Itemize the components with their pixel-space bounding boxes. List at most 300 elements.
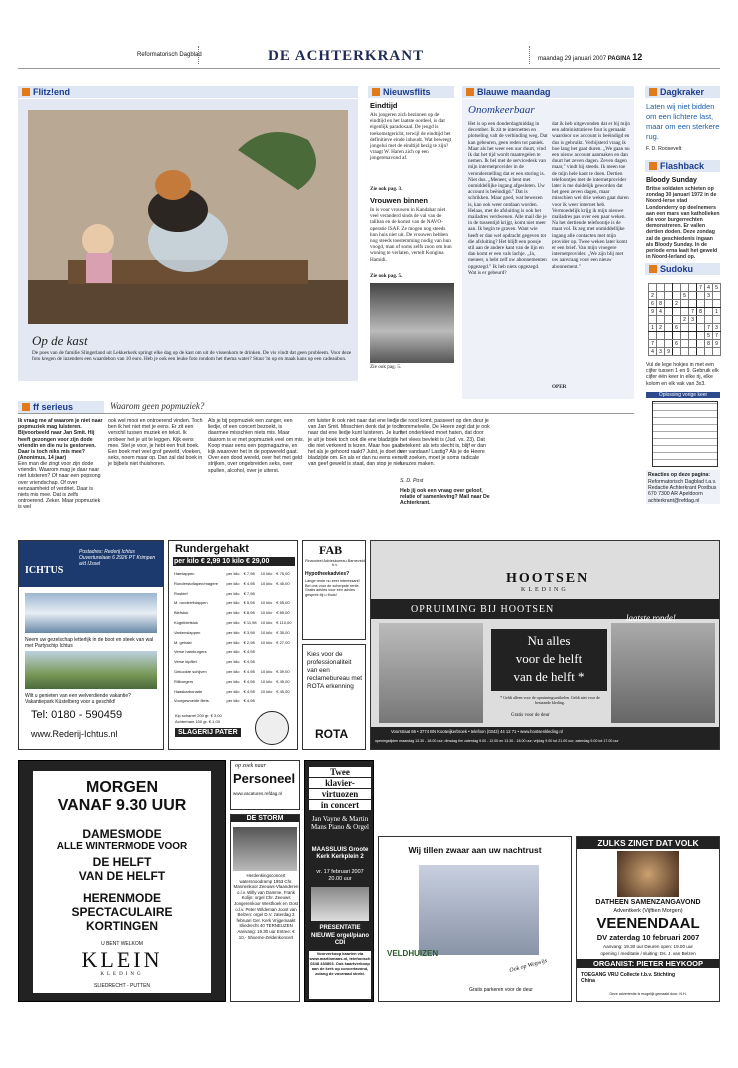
personeel-title: Personeel	[233, 771, 296, 786]
volk-event: DATHEEN SAMENZANGAVOND	[595, 899, 701, 906]
klein-line3: DAMESMODE	[82, 827, 162, 841]
sudoku-cell[interactable]	[713, 348, 721, 356]
meat-cell: M. runderriblappen	[174, 600, 208, 606]
meat-cell	[275, 647, 295, 657]
meat-cell: Verse hamburgers	[174, 649, 207, 655]
sudoku-cell[interactable]	[705, 308, 713, 316]
meat-cell	[275, 696, 295, 706]
meat-cell: 10 kilo	[260, 580, 273, 586]
meat-cell: € 7,98	[243, 571, 255, 576]
klavier-line1: Twee	[309, 767, 371, 777]
sudoku-cell[interactable]	[657, 340, 665, 348]
storm-ad[interactable]	[230, 814, 300, 1002]
meat-cell: per kilo	[226, 688, 240, 694]
sudoku-cell[interactable]	[697, 348, 705, 356]
ff-serieus-title: Waarom geen popmuziek?	[110, 401, 205, 411]
meat-cell	[260, 657, 275, 667]
klavier-line4: in concert	[309, 800, 371, 810]
rota-text: Kies voor de professionaliteit van een reclamebureau met ROTA erkenning	[307, 651, 363, 690]
fab-text: Lange rente nu zeer interessant! Bel ons voor de scherpste rente. Gratis advies voor een advies gesprek bij u thuis!	[305, 579, 360, 597]
flits-icon	[372, 88, 380, 96]
blauwe-maandag-header	[462, 86, 634, 98]
rundergehakt-title: Rundergehakt	[175, 543, 249, 555]
sudoku-cell[interactable]	[657, 292, 665, 300]
sudoku-grid[interactable]	[648, 283, 721, 356]
meat-cell: € 110,00	[276, 619, 292, 625]
sudoku-row	[649, 284, 721, 292]
sudoku-cell[interactable]	[681, 284, 689, 292]
sudoku-cell: 5	[713, 284, 721, 292]
volk-sales: TOEGANG VRIJ Collecte t.b.v. Stichting China	[581, 972, 675, 984]
sudoku-cell: 2	[657, 324, 665, 332]
meat-cell: per kilo	[226, 678, 240, 684]
meat-row	[173, 608, 295, 618]
sudoku-cell: 7	[713, 332, 721, 340]
masthead-divider-right	[529, 46, 530, 64]
sudoku-cell[interactable]	[713, 292, 721, 300]
klein-line9: KORTINGEN	[86, 919, 158, 933]
sudoku-cell[interactable]	[689, 292, 697, 300]
meat-cell: € 4,98	[243, 668, 255, 674]
hootsen-address: Voorstraat 66 • 3774 BN Kootwijkerbroek • telefoon (0342) 44 12 71 • www.hootsenkleding.nl	[391, 729, 563, 734]
sudoku-cell[interactable]	[673, 292, 681, 300]
ichtus-phone[interactable]: Tel: 0180 - 590459	[31, 709, 123, 721]
sudoku-cell[interactable]	[657, 284, 665, 292]
sudoku-cell[interactable]	[665, 300, 673, 308]
sudoku-cell[interactable]	[665, 332, 673, 340]
flitz-icon	[22, 88, 30, 96]
sudoku-cell: 9	[649, 308, 657, 316]
sudoku-cell: 7	[689, 308, 697, 316]
sudoku-cell: 8	[657, 300, 665, 308]
sudoku-cell[interactable]	[681, 348, 689, 356]
sudoku-row	[649, 308, 721, 316]
hootsen-models-photo-right	[611, 623, 715, 723]
klavier-ad[interactable]	[304, 760, 374, 1002]
blauwe-maandag-col2: dat ik heb uitgevonden dat er bij mijn een administratieve fout is gemaakt waardoor uw account is beëindigd en dus is gebruikt. Verbijsterd vraag ik hoe lang het gaat duren. „We gaan nu een nieuw account aanmaken en dan duurt het zeven dagen. Zeven dagen maar," vindt hij steeds. Ik meen toe de mijn hele kant te doen. Dertien telefoontjes met de internetprovider later is me duidelijk geworden dat het geen zeven dagen, maar misschien wel drie weken gaat duren voor ik weer internet heb. Vermoedelijk krijg ik mijn nieuwe mailadres pas over een paar weken. Na het dertiende telefoontje is de maat vol. Ik zeg met onmiddellijke ingang alle contacten met mijn provider op. Twee weken later komt er een brief. Van mijn vroegere internetprovider. „We zijn blij met uw aanvraag voor een nieuw abonnement."	[552, 121, 630, 270]
sudoku-cell: 4	[705, 284, 713, 292]
fab-title: Hypotheekadvies?	[305, 571, 350, 577]
ichtus-ad[interactable]	[18, 540, 164, 750]
flitzend-caption-text: De poes van de familie Slingerland uit Lekkerkerk springt elke dag op de kast om uit de vissenkom te drinken. De vis vindt dat geen probleem. Voor deze foto kregen de inzenders een waardebon van 10 euro. Heb je ook een leuke foto rondom het thema water? Stuur 'm op en maak kans op een cadeaubon.	[32, 350, 352, 363]
sudoku-cell[interactable]	[689, 284, 697, 292]
sudoku-cell[interactable]	[697, 292, 705, 300]
meat-cell: 10 kilo	[260, 639, 273, 645]
volk-portrait	[617, 851, 679, 897]
meat-cell: per kilo	[226, 668, 240, 674]
meat-cell: € 45,00	[276, 678, 290, 684]
sudoku-row	[649, 316, 721, 324]
meat-row	[173, 579, 295, 589]
sudoku-row	[649, 324, 721, 332]
storm-concert-text: Herdenkingsconcert watersnoodramp 1953 Chr. Mannenkoor Zeeuws-Vlaanderen o.l.v. Willy van Damme, Frank Kolijn: orgel Chr. Zeeuws Jongerenkoor Westhoek en Oost o.l.v. Peter Wildeman Joost van Belzen: orgel D.V. zaterdag 3 februari Ger. Kerk Vrijgemaakt Sliedrecht 40 TERNEUZEN Aanvang: 19.30 uur Entree: € 10,- Shoeme-Zeldenkoncert	[233, 873, 299, 940]
nieuwsflits-item2-ref: Zie ook pag. 5.	[370, 273, 403, 279]
klein-line4: ALLE WINTERMODE VOOR	[56, 841, 188, 852]
sudoku-cell: 4	[657, 308, 665, 316]
sudoku-cell[interactable]	[673, 284, 681, 292]
hootsen-offer-line2: voor de helft	[515, 651, 583, 666]
meat-row	[173, 657, 295, 667]
flashback-label: Flashback	[660, 161, 705, 171]
meat-row	[173, 628, 295, 638]
sudoku-cell[interactable]	[681, 332, 689, 340]
personeel-tag: op zoek naar	[235, 763, 266, 769]
sudoku-cell[interactable]	[689, 332, 697, 340]
meat-cell: per kilo	[226, 619, 240, 625]
sudoku-cell[interactable]	[681, 308, 689, 316]
cat-fishbowl-photo	[28, 110, 348, 324]
nieuwsflits-item1-text: Als jongeren zich bezinnen op de eindtijd en het laatste oordeel, is dat eigenlijk paradoxaal. De jeugd is toekomstgericht, terwijl de eindtijd het definitieve einde inhoudt. Wat beweegt jongelui met de eindtijd bezig te zijn? vraagt W. Haren zich op een jongerenavond af.	[370, 112, 452, 162]
meat-row	[173, 687, 295, 697]
meat-cell: Hamlappen	[174, 571, 195, 576]
sudoku-cell: 2	[681, 316, 689, 324]
sudoku-cell: 1	[713, 308, 721, 316]
issue-date	[538, 52, 642, 62]
masthead-divider-left	[198, 46, 199, 64]
sudoku-cell[interactable]	[705, 300, 713, 308]
sudoku-cell: 3	[713, 324, 721, 332]
klavier-pres: PRESENTATIE NIEUWE orgel/piano CDI	[310, 925, 369, 946]
volk-footer: Deze advertentie is mogelijk gemaakt door: N.H.	[609, 992, 687, 996]
serieus-icon	[22, 403, 30, 411]
sudoku-cell[interactable]	[705, 348, 713, 356]
sudoku-cell[interactable]	[657, 316, 665, 324]
meat-cell: 10 kilo	[260, 688, 273, 694]
meat-price-table	[173, 569, 295, 706]
meat-cell: per kilo	[226, 610, 240, 616]
sudoku-cell: 7	[705, 324, 713, 332]
sudoku-cell[interactable]	[681, 324, 689, 332]
sudoku-cell[interactable]	[681, 340, 689, 348]
sudoku-cell[interactable]	[697, 300, 705, 308]
veldhuizen-tagline: Ook op Wegwijs	[508, 958, 548, 974]
sudoku-cell[interactable]	[657, 332, 665, 340]
meat-cell: 10 kilo	[260, 571, 273, 576]
sudoku-cell: 5	[681, 292, 689, 300]
meat-cell: € 27,00	[276, 639, 290, 645]
sudoku-cell: 1	[649, 324, 657, 332]
meat-cell: Rillburgers	[174, 678, 194, 684]
klein-towns: SLIEDRECHT - PUTTEN	[93, 983, 151, 989]
pater-logo-icon	[255, 711, 289, 745]
meat-cell: € 35,00	[276, 629, 290, 635]
meat-cell: Voorgewoelde filets	[174, 698, 209, 704]
storm-photo	[233, 827, 297, 871]
hootsen-models-photo	[379, 623, 483, 723]
sudoku-row	[649, 348, 721, 356]
sudoku-cell[interactable]	[697, 340, 705, 348]
meat-row	[173, 677, 295, 687]
masthead-rule	[18, 68, 720, 69]
volk-open: Aanvang: 19.30 uur Deuren open: 19.00 uur	[603, 944, 693, 949]
meat-cell: per kilo	[226, 698, 240, 704]
flashback-header	[645, 160, 720, 172]
klavier-line2: klavier-	[309, 778, 371, 788]
paper-name: Reformatorisch Dagblad	[137, 52, 202, 58]
meat-cell: € 5,98	[243, 600, 255, 606]
veldhuizen-parking: Gratis parkeren voor de deur	[469, 987, 533, 993]
sudoku-cell[interactable]	[673, 332, 681, 340]
volk-date: DV zaterdag 10 februari 2007	[596, 933, 700, 942]
meat-row	[173, 598, 295, 608]
ff-serieus-signature: S. D. Post	[400, 478, 424, 484]
sudoku-cell[interactable]	[689, 340, 697, 348]
hootsen-fine: * Geldt alleen voor de opruimingsartikelen. Geldt niet voor de bestaande kleding.	[500, 695, 600, 705]
sudoku-cell[interactable]	[697, 332, 705, 340]
page-title: DE ACHTERKRANT	[268, 48, 425, 64]
sudoku-cell[interactable]	[713, 300, 721, 308]
slagerij-name: SLAGERIJ PATER	[175, 728, 241, 737]
meat-cell: M. gehakt	[174, 639, 192, 645]
klein-line8: SPECTACULAIRE	[71, 905, 173, 919]
meat-cell: Runderstoflapen/magere	[174, 580, 219, 586]
meat-cell: 10 kilo	[260, 600, 273, 606]
hootsen-hours: openingstijden maandag 13.30 - 18.00 uur; dinsdag t/m zaterdag 9.00 - 12.00 en 13.30 - 18.00 uur; vrijdag 9.00 tot 21.00 uur; zaterdag 9.00 tot 17.00 uur	[375, 739, 619, 743]
ff-serieus-col5: die rood komt, passeert op den deur je trommelvelle. De Heere zegt dat je ook het onderkleed moet haten, dat door het vlees bevlekt is (Jud. vs. 23). Dat betekent: als iets slecht is, blijf er dan ver vandaan! Lastig? Als je de Heere wilt zoeken, moet je soms radicale keuzes maken.	[400, 418, 490, 468]
sudoku-cell[interactable]	[689, 348, 697, 356]
photo-illustration	[28, 110, 348, 324]
ichtus-address: Postadres: Rederij Ichtus Ouverturelaan 6 2926 PT Krimpen a/d IJssel	[79, 549, 156, 567]
rundergehakt-footer2: Achterham 100 gr. € 1,00	[175, 719, 220, 724]
hootsen-banner-sub: laatste ronde!	[626, 613, 676, 623]
meat-row	[173, 618, 295, 628]
ff-serieus-col4: om luister ik ook niet naar dat ene liedje van Jan Smit. Misschien denk dat je toch naar dat ene liedje kunt luisteren. Je kunt je uit je boek toch ook die ene bladzijde die niet verkeerd is lezen. Maar hoe gaat het als je gehoord raakt? Juist, je doet de bladzijde om. En als er dan nu eens een van geef geweld is staat, dan stop je niet.	[308, 418, 404, 468]
klein-line1: MORGEN	[86, 779, 158, 796]
sudoku-row	[649, 340, 721, 348]
sudoku-cell: 2	[649, 292, 657, 300]
sudoku-cell[interactable]	[649, 316, 657, 324]
sudoku-cell: 7	[697, 284, 705, 292]
sudoku-cell: 6	[673, 340, 681, 348]
sudoku-cell: 6	[673, 324, 681, 332]
news-photo-ref: Zie ook pag. 5.	[370, 364, 402, 370]
sudoku-cell: 3	[689, 316, 697, 324]
sudoku-cell: 8	[705, 340, 713, 348]
klavier-venue: MAASSLUIS Groote Kerk Kerkplein 2	[311, 847, 369, 860]
sudoku-cell[interactable]	[665, 308, 673, 316]
meat-cell: € 4,98	[243, 698, 255, 704]
dagkraker-quote: Laten wij niet bidden om een lichtere last, maar om een sterkere rug.	[646, 102, 720, 141]
blauwe-icon	[466, 88, 474, 96]
meat-cell: per kilo	[226, 590, 240, 596]
sudoku-cell[interactable]	[673, 316, 681, 324]
hootsen-brand-sub: KLEDING	[521, 587, 569, 593]
flashback-icon	[649, 162, 657, 170]
meat-row	[173, 667, 295, 677]
meat-cell: € 4,98	[243, 678, 255, 684]
veldhuizen-title: Wij tillen zwaar aan uw nachtrust	[408, 845, 542, 855]
volk-church: Adventkerk (Vijftien Morgen)	[613, 908, 683, 914]
meat-cell	[260, 647, 275, 657]
meat-cell: € 45,00	[276, 688, 290, 694]
meat-cell: € 4,98	[243, 688, 255, 694]
sudoku-cell[interactable]	[673, 308, 681, 316]
sudoku-cell: 6	[649, 300, 657, 308]
meat-row	[173, 696, 295, 706]
meat-cell: per kilo	[226, 639, 240, 645]
meat-cell	[275, 657, 295, 667]
reactions-title: Reacties op deze pagina:	[648, 472, 710, 478]
meat-cell: 10 kilo	[260, 629, 273, 635]
hootsen-offer-line1: Nu alles	[527, 633, 571, 648]
sudoku-label: Sudoku	[660, 264, 693, 274]
meat-cell: Verse kipfilet	[174, 659, 197, 665]
hootsen-brand: HOOTSEN	[506, 571, 590, 586]
sudoku-instructions: Vul de lege hokjes in met een cijfer tussen 1 en 9. Gebruik elk cijfer één keer in elke rij, elke kolom en elk vak van 3x3.	[646, 362, 719, 387]
sudoku-cell: 2	[673, 300, 681, 308]
meat-cell: per kilo	[226, 659, 240, 665]
volk-ad[interactable]	[576, 836, 720, 1002]
dagkraker-label: Dagkraker	[660, 87, 705, 97]
sudoku-solution-label: Oplossing vorige keer	[646, 392, 720, 398]
ff-serieus-question: Ik vraag me af waarom je niet naar popmuziek mag luisteren. Bijvoorbeeld naar Jan Smit. Hij heeft gezongen voor zijn dode vriendin en die nu is gestorven. Daar is toch niks mis mee? (Anonimus, 14 jaar)	[18, 418, 103, 462]
rundergehakt-ad[interactable]	[168, 540, 298, 750]
meat-cell: € 3,98	[243, 629, 255, 635]
flashback-text: Britse soldaten schieten op zondag 30 januari 1972 in de Noord-Ierse stad Londonderry op deelnemers aan een mars van katholieken die voor burgerrechten demonstreren. Er vallen dertien doden. Deze zondag zal de geschiedenis ingaan als Bloody Sunday. In de periode erna laait het geweld in Noord-Ierland op.	[646, 186, 720, 261]
klein-brand-sub: KLEDING	[100, 972, 144, 977]
sudoku-cell: 9	[713, 340, 721, 348]
meat-cell: € 4,98	[243, 580, 255, 586]
personeel-ad[interactable]	[230, 760, 300, 810]
sudoku-cell: 3	[705, 292, 713, 300]
fab-ad[interactable]	[302, 540, 366, 640]
meat-cell	[260, 696, 275, 706]
storm-title: DE STORM	[231, 815, 299, 822]
sudoku-cell[interactable]	[705, 316, 713, 324]
sudoku-cell: 8	[697, 308, 705, 316]
meat-cell: € 45,00	[276, 580, 290, 586]
veldhuizen-brand: VELDHUIZEN	[387, 949, 439, 958]
ff-serieus-rule	[18, 413, 634, 414]
hootsen-ad[interactable]	[370, 540, 720, 750]
meat-cell	[260, 589, 275, 599]
sudoku-cell[interactable]	[649, 332, 657, 340]
klavier-line3: virtuozen	[309, 789, 371, 799]
ichtus-line1: Neem uw gezelschap letterlijk in de boot en steek van wal met Partyschip Ichtus	[25, 637, 154, 649]
ichtus-boat-photo	[25, 593, 157, 633]
blauwe-maandag-signature: OPER	[552, 384, 567, 390]
sudoku-cell[interactable]	[673, 348, 681, 356]
nieuwsflits-item2-text: In is voor vrouwen in Kandahar niet veel veranderd sinds de val van de taliban en de komst van de NAVO-operatie ISAF. Ze mogen nog steeds hun huis niet uit. De vrouwen hebben nog steeds toestemming nodig van hun voogd, man of soms zelfs zoon om hun woning te verlaten, vertelt Kongina Hamidi.	[370, 207, 452, 263]
meat-row	[173, 647, 295, 657]
meat-cell: Gekookte schijven	[174, 668, 207, 674]
sudoku-cell[interactable]	[665, 340, 673, 348]
sudoku-cell[interactable]	[697, 324, 705, 332]
nieuwsflits-header	[368, 86, 454, 98]
meat-row	[173, 589, 295, 599]
nieuwsflits-item2-title: Vrouwen binnen	[370, 196, 428, 205]
sudoku-solution-grid	[652, 401, 718, 467]
meat-cell: 10 kilo	[260, 610, 273, 616]
dagkraker-author: F. D. Roosevelt	[646, 146, 682, 152]
sudoku-cell[interactable]	[689, 300, 697, 308]
klein-line5: DE HELFT	[92, 855, 152, 869]
klavier-date: vr. 17 februari 2007 20.00 uur	[316, 869, 364, 882]
rota-ad[interactable]	[302, 644, 366, 750]
personeel-web[interactable]: www.vacatures.refdag.nl	[233, 791, 283, 796]
meat-cell: per kilo	[226, 580, 240, 586]
sudoku-cell[interactable]	[697, 316, 705, 324]
sudoku-cell: 5	[705, 332, 713, 340]
sudoku-icon	[649, 265, 657, 273]
flitzend-label: Flitz!end	[33, 87, 70, 97]
flitzend-header	[18, 86, 358, 98]
page-label: PAGINA	[607, 56, 631, 62]
ichtus-line2: Wilt u genieten van een welverdiende vakantie? Vakantiepark Küstelberg voor u geschikt!	[25, 693, 131, 705]
sudoku-cell: 9	[665, 348, 673, 356]
blauwe-maandag-col1: Het is op een donderdagmiddag in december. Ik zit te internetten en plotseling valt de verbinding weg. Dat kan gebeuren, geen reden tot paniek. Maar als het weer een uur duurt, vind ik dat het tijd wordt maatregelen te nemen. Ik bel met de servicedesk van mijn internetprovider in de veronderstelling dat er een storing is. Niet dus. „Meneer, u bent met onmiddellijke ingang afgesloten. Uw account is beëindigd." Dat is schrikken. Maar goed, wat bewezen is, kan ook weer ontdaan worden. Helaas, met de afsluiting is ook het mailadres verdwenen. Alle mail die je in de tussentijd krijgt, komt niet meer aan. Ik begin te graven. Want wie heeft er dan wel opdracht gegeven tot die afsluiting? Het blijft een poosje stil aan de andere kant van de lijn en dan komt er een vals lachje. „Ja, meneer, u hebt zelf uw abonnementen opgezegd." Ik heb niets opgezegd. Wat is er gebeurd?	[468, 121, 548, 276]
volk-city: VEENENDAAL	[596, 915, 700, 932]
dagkraker-icon	[649, 88, 657, 96]
veldhuizen-photo	[419, 865, 539, 955]
meat-cell: € 8,98	[243, 610, 255, 616]
sudoku-cell[interactable]	[665, 284, 673, 292]
klein-ad[interactable]	[18, 760, 226, 1002]
rundergehakt-subtitle: per kilo € 2,99 10 kilo € 29,00	[173, 557, 295, 566]
klein-line6: VAN DE HELFT	[78, 869, 166, 883]
ff-serieus-header	[18, 401, 104, 413]
volk-title: ZULKS ZINGT DAT VOLK	[577, 837, 719, 849]
sudoku-row	[649, 332, 721, 340]
sudoku-cell[interactable]	[689, 324, 697, 332]
sudoku-row	[649, 300, 721, 308]
fab-name: Financieel Adviesbureau Barneveld b.v.	[305, 559, 365, 567]
meat-row	[173, 569, 295, 579]
hootsen-banner: OPRUIMING BIJ HOOTSEN	[411, 604, 555, 615]
meat-cell: Varkenslappen	[174, 629, 201, 635]
meat-cell: per kilo	[226, 600, 240, 606]
sudoku-cell[interactable]	[681, 300, 689, 308]
sudoku-row	[649, 292, 721, 300]
ichtus-logo: ICHTUS	[25, 565, 64, 576]
ff-serieus-label: ff serieus	[33, 402, 74, 412]
meat-cell: Haaskarbonade	[174, 688, 203, 694]
sudoku-cell[interactable]	[665, 292, 673, 300]
ff-serieus-col2: ook wel mooi en ontroerend vinden. Toch ben ik het niet met je eens. Er zit een verschil tussen muziek en tekst. Ik probeer het je uit te leggen. Kijk eens mee. Stel je voor, je hebt een fruit boek. Een boek met veel grof geweld, vloeken, seks, noem maar op. Dan zal dat boek in je bijbels niet thuishoren.	[108, 418, 203, 468]
meat-cell: per kilo	[226, 629, 240, 635]
news-photo	[370, 283, 454, 363]
klavier-photo	[311, 887, 369, 921]
nieuwsflits-label: Nieuwsflits	[383, 87, 431, 97]
reactions-text: Reformatorisch Dagblad t.a.v. Redactie Achterkrant Postbus 670 7300 AR Apeldoorn achterkrant@refdag.nl	[648, 479, 717, 504]
flitzend-caption-title: Op de kast	[32, 333, 88, 348]
sudoku-cell[interactable]	[665, 324, 673, 332]
meat-cell: € 4,98	[243, 659, 255, 665]
ichtus-web[interactable]: www.Rederij-Ichtus.nl	[31, 729, 118, 739]
meat-cell: € 75,00	[276, 571, 290, 576]
meat-cell: per kilo	[226, 571, 240, 576]
rota-logo: ROTA	[315, 727, 349, 741]
flashback-title: Bloody Sunday	[646, 177, 697, 184]
sudoku-cell: 7	[649, 340, 657, 348]
meat-cell: Biefstuk	[174, 610, 189, 616]
sudoku-cell[interactable]	[713, 316, 721, 324]
sudoku-cell: 3	[657, 348, 665, 356]
meat-row	[173, 638, 295, 648]
nieuwsflits-item1-title: Eindtijd	[370, 101, 398, 110]
veldhuizen-ad[interactable]	[378, 836, 572, 1002]
volk-program: opening / meditatie / sluiting: Ds. J. van Belzen	[600, 951, 696, 956]
meat-cell: 10 kilo	[260, 678, 273, 684]
dagkraker-header	[645, 86, 720, 98]
klavier-names: Jan Vayne & Martin Mans Piano & Orgel	[310, 815, 369, 831]
ichtus-park-photo	[25, 651, 157, 689]
klavier-tickets: Voorverkoop kaarten via www.martinmans.nl, telefonisch 0348 433803. Ook kaartverkoop aan de kerk op concertavond, zolang de voorraad strekt.	[309, 951, 371, 999]
sudoku-cell[interactable]	[665, 316, 673, 324]
blauwe-maandag-title: Onomkeerbaar	[468, 104, 535, 116]
ff-serieus-col3: Als je bij popmuziek een zanger, een liedje, of een concert bezoekt, is daarmee misschien niets mis. Maar daarom is er met popmuziek veel om mis. Koop maar eens een popmagazine, en kijk waarover het in de popwereld gaat. Over een dood wereld, over het met geld strijken, over ongebreiden seks, over spullen, alcohol, over je uiterst.	[208, 418, 305, 474]
sudoku-cell[interactable]	[649, 284, 657, 292]
